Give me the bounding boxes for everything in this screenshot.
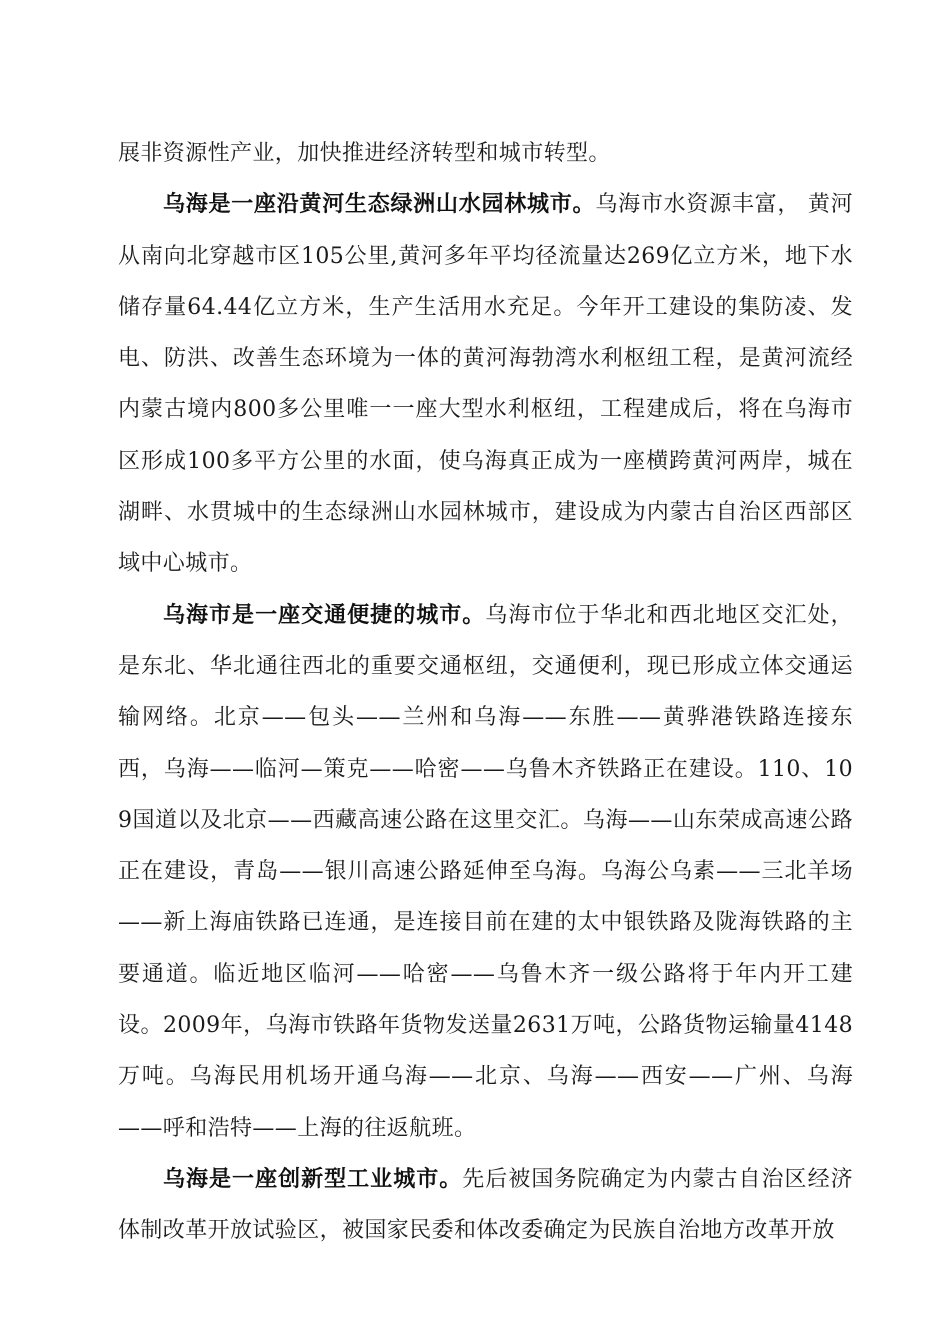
paragraph-industry xyxy=(118,1154,853,1257)
paragraph-heading: 乌海是一座创新型工业城市。 xyxy=(163,1166,463,1192)
paragraph-transportation xyxy=(118,590,853,1154)
paragraph-text: 乌海市水资源丰富， 黄河从南向北穿越市区105公里,黄河多年平均径流量达269亿立方米，地下水储存量64.44亿立方米，生产生活用水充足。今年开工建设的集防凌、发电、防洪、改善生态环境为一体的黄河海勃湾水利枢纽工程，是黄河流经内蒙古境内800多公里唯一一座大型水利枢纽，工程建成后，将在乌海市区形成100多平方公里的水面，使乌海真正成为一座横跨黄河两岸，城在湖畔、水贯城中的生态绿洲山水园林城市，建设成为内蒙古自治区西部区域中心城市。 xyxy=(118,192,853,577)
paragraph-heading: 乌海是一座沿黄河生态绿洲山水园林城市。 xyxy=(163,192,596,218)
paragraph-water-resources xyxy=(118,179,853,589)
body-text xyxy=(118,128,853,1257)
paragraph-heading: 乌海市是一座交通便捷的城市。 xyxy=(163,602,486,628)
paragraph-text: 乌海市位于华北和西北地区交汇处，是东北、华北通往西北的重要交通枢纽，交通便利，现已形成立体交通运输网络。北京——包头——兰州和乌海——东胜——黄骅港铁路连接东西，乌海——临河—策克——哈密——乌鲁木齐铁路正在建设。110、109国道以及北京——西藏高速公路在这里交汇。乌海——山东荣成高速公路正在建设，青岛——银川高速公路延伸至乌海。乌海公乌素——三北羊场——新上海庙铁路已连通，是连接目前在建的太中银铁路及陇海铁路的主要通道。临近地区临河——哈密——乌鲁木齐一级公路将于年内开工建设。2009年，乌海市铁路年货物发送量2631万吨，公路货物运输量4148万吨。乌海民用机场开通乌海——北京、乌海——西安——广州、乌海——呼和浩特——上海的往返航班。 xyxy=(118,602,854,1141)
paragraph-continuation xyxy=(118,128,853,179)
paragraph-text: 先后被国务院确定为内蒙古自治区经济体制改革开放试验区，被国家民委和体改委确定为民族自治地方改革开放 xyxy=(118,1166,853,1244)
paragraph-text: 展非资源性产业，加快推进经济转型和城市转型。 xyxy=(118,141,611,166)
